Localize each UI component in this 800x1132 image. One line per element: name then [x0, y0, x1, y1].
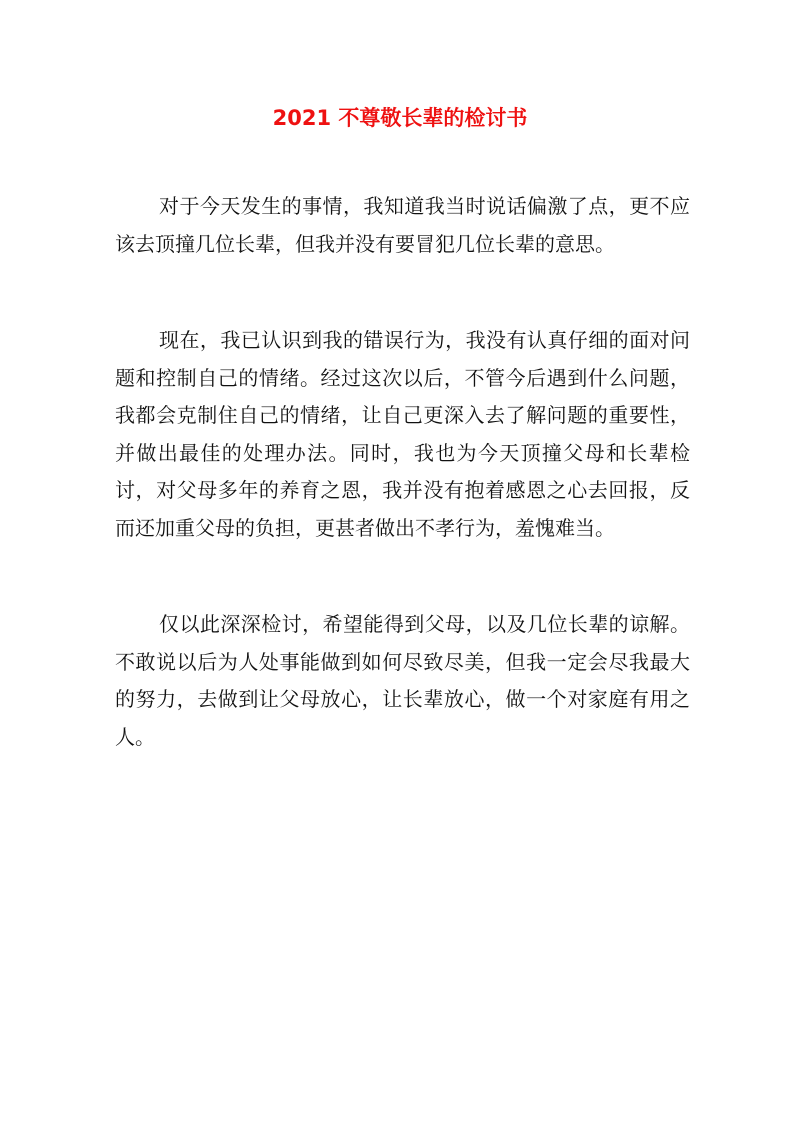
- paragraph-2: 现在，我已认识到我的错误行为，我没有认真仔细的面对问题和控制自己的情绪。经过这次以后，不管今后遇到什么问题，我都会克制住自己的情绪，让自己更深入去了解问题的重要性，并做出最佳的处理办法。同时，我也为今天顶撞父母和长辈检讨，对父母多年的养育之恩，我并没有抱着感恩之心去回报，反而还加重父母的负担，更甚者做出不孝行为，羞愧难当。: [115, 328, 690, 540]
- document-body: [115, 188, 690, 756]
- paragraph-1: 对于今天发生的事情，我知道我当时说话偏激了点，更不应该去顶撞几位长辈，但我并没有要冒犯几位长辈的意思。: [115, 194, 690, 256]
- document-title: 2021 不尊敬长辈的检讨书: [272, 106, 528, 130]
- paragraph-3: 仅以此深深检讨，希望能得到父母，以及几位长辈的谅解。不敢说以后为人处事能做到如何尽致尽美，但我一定会尽我最大的努力，去做到让父母放心，让长辈放心，做一个对家庭有用之人。: [115, 612, 690, 749]
